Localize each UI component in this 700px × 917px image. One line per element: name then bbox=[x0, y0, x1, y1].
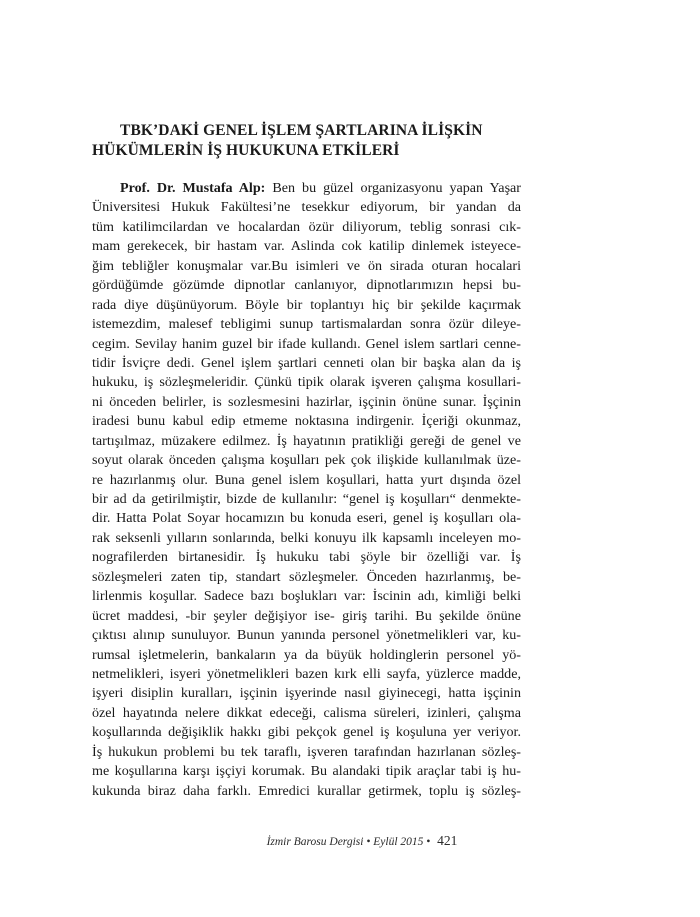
journal-name: İzmir Barosu Dergisi • Eylül 2015 • bbox=[266, 836, 431, 848]
body-line: netmelikleri, isyeri yönetmelikleri bazen kırk elli sayfa, yüzlerce madde, bbox=[92, 665, 521, 682]
body-line: tidir İsviçre dedi. Genel işlem şartlari cenneti olan bir başka alan da iş bbox=[92, 354, 521, 371]
body-line: özel hayatında nelere dikkat edeceği, calisma süreleri, izinleri, çalışma bbox=[92, 704, 521, 721]
body-line: bir ad da getirilmiştir, bizde de kullanılır: “genel iş koşulları“ denmekte- bbox=[92, 491, 521, 507]
body-line: gördüğümde gözümde dipnotlar canlanıyor, dipnotlarımızın hepsi bu- bbox=[92, 277, 521, 294]
body-line: cegim. Sevilay hanim guzel bir ifade kullandı. Genel islem sartlari cenne- bbox=[92, 335, 521, 352]
article-title bbox=[92, 121, 532, 161]
page-number: 421 bbox=[437, 833, 458, 848]
body-line: rak seksenli yılların sonlarında, belki konuyu ilk kapsamlı inceleyen mo- bbox=[92, 529, 521, 546]
body-line: lirlenmis koşullar. Sadece bazı boşlukları var: İscinin adı, kimliği belki bbox=[92, 588, 521, 605]
body-line: ğim tebliğler konuşmalar var.Bu isimleri ve ön sirada oturan hocalari bbox=[92, 257, 521, 274]
article-title-line-1: TBK’DAKİ GENEL İŞLEM ŞARTLARINA İLİŞKİN bbox=[120, 122, 483, 139]
body-line: tartışılmaz, müzakere edilmez. İş hayatının pratikliği gereği de genel ve bbox=[92, 432, 521, 449]
page-footer bbox=[0, 833, 700, 849]
body-line: hukuku, iş sözleşmeleridir. Çünkü tipik olarak işveren çalışma kosullari- bbox=[92, 374, 521, 391]
body-line: ücret maddesi, -bir şeyler değişiyor ise- giriş tarihi. Bu şekilde önüne bbox=[92, 607, 521, 624]
speaker-name: Prof. Dr. Mustafa Alp: bbox=[120, 180, 266, 196]
article-body bbox=[92, 179, 521, 801]
body-line: çıktısı alınıp sunuluyor. Bunun yanında personel yönetmelikleri var, ku- bbox=[92, 627, 521, 644]
body-line: soyut olarak önceden çalışma koşulları pek çok ilişkide kullanılmak üze- bbox=[92, 452, 521, 469]
body-line: mam gerekecek, bir hastam var. Aslinda cok katilip dinlemek isteyece- bbox=[92, 238, 521, 255]
body-line: ni önceden belirler, is sozlesmesini hazirlar, işçinin önüne sunar. İşçinin bbox=[92, 393, 521, 410]
body-line: re hazırlanmış olur. Buna genel islem koşullari, hatta yurt dışında özel bbox=[92, 471, 521, 488]
article-title-line-2: HÜKÜMLERİN İŞ HUKUKUNA ETKİLERİ bbox=[92, 142, 400, 159]
body-line: kukunda biraz daha farklı. Emredici kurallar getirmek, toplu iş sözleş- bbox=[92, 782, 521, 799]
body-line: işyeri disiplin kuralları, işçinin işyerinde nasıl giyinecegi, hatta işçinin bbox=[92, 685, 521, 702]
body-line: İş hukukun problemi bu tek taraflı, işveren tarafından hazırlanan sözleş- bbox=[92, 743, 521, 760]
body-line: rumsal işletmelerin, bankaların ya da büyük holdinglerin personel yö- bbox=[92, 646, 521, 663]
body-line: Üniversitesi Hukuk Fakültesi’ne tesekkur ediyorum, bir yandan da bbox=[92, 199, 521, 216]
body-line: nografilerden birtanesidir. İş hukuku tabi şöyle bir özelliği var. İş bbox=[92, 549, 521, 566]
body-line: istemezdim, malesef tebligimi sunup tartismalardan sonra özür dileye- bbox=[92, 316, 521, 333]
body-line-text: Ben bu güzel organizasyonu yapan Yaşar bbox=[265, 180, 522, 196]
body-line: rada diye düşünüyorum. Böyle bir toplantıyı hiç bir şekilde kaçırmak bbox=[92, 296, 521, 313]
body-line: dir. Hatta Polat Soyar hocamızın bu konuda eseri, genel iş koşulları ola- bbox=[92, 510, 521, 527]
body-line bbox=[92, 179, 521, 198]
body-line: tüm katilimcilardan ve hocalardan özür diliyorum, teblig sonrasi cık- bbox=[92, 218, 521, 235]
body-line: koşullarında değişiklik hakkı gibi pekçok genel iş koşuluna yer veriyor. bbox=[92, 724, 521, 741]
body-line: sözleşmeleri zaten tip, standart sözleşmeler. Önceden hazırlanmış, be- bbox=[92, 568, 521, 585]
body-line: iradesi bunu kabul edip etmeme noktasına indirgenir. İçeriği okunmaz, bbox=[92, 413, 521, 430]
body-line: me koşullarına karşı işçiyi korumak. Bu alandaki tipik araçlar tabi iş hu- bbox=[92, 763, 521, 780]
